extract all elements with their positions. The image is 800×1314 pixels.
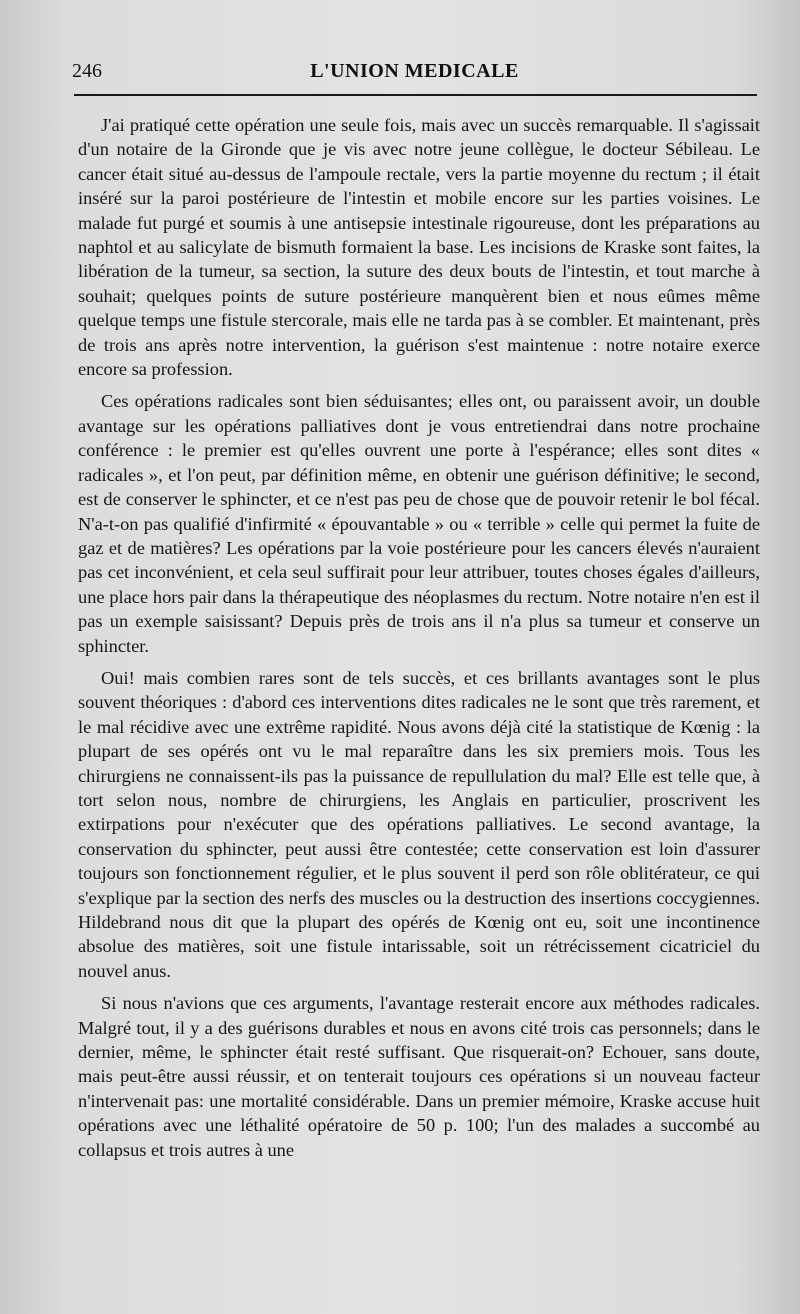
paragraph-4: Si nous n'avions que ces arguments, l'avantage resterait encore aux méthodes radicales. Malgré tout, il y a des guérisons durables et nous en avons cité trois cas personnels; dans le dernier, même, le sphincter était resté suffisant. Que risquerait-on? Echouer, sans doute, mais peut-être aussi réussir, et on tenterait toujours ces opérations si un nouveau facteur n'intervenait pas: une mortalité considérable. Dans un premier mémoire, Kraske accuse huit opérations avec une léthalité opératoire de 50 p. 100; l'un des malades a succombé au collapsus et trois autres à une	[78, 993, 760, 1160]
page-number: 246	[72, 60, 102, 82]
body-text	[78, 113, 760, 1170]
paragraph-2: Ces opérations radicales sont bien séduisantes; elles ont, ou paraissent avoir, un double avantage sur les opérations palliatives dont je vous entretiendrai dans notre prochaine conférence : le premier est qu'elles ouvrent une porte à l'espérance; elles sont dites « radicales », et l'on peut, par définition même, en obtenir une guérison définitive; le second, est de conserver le sphincter, et ce n'est pas peu de chose que de pouvoir retenir le bol fécal. N'a-t-on pas qualifié d'infirmité « épouvantable » ou « terrible » celle qui permet la fuite de gaz et de matières? Les opérations par la voie postérieure pour les cancers élevés n'auraient pas cet inconvénient, et cela seul suffirait pour leur attribuer, toutes choses égales d'ailleurs, une place hors pair dans la thérapeutique des néoplasmes du rectum. Notre notaire n'en est il pas un exemple saisissant? Depuis près de trois ans il n'a plus sa tumeur et conserve un sphincter.	[78, 391, 760, 656]
page-header	[72, 60, 757, 90]
running-title: L'UNION MEDICALE	[310, 60, 519, 82]
header-rule	[74, 94, 757, 96]
paragraph-1: J'ai pratiqué cette opération une seule fois, mais avec un succès remarquable. Il s'agissait d'un notaire de la Gironde que je vis avec notre jeune collègue, le docteur Sébileau. Le cancer était situé au-dessus de l'ampoule rectale, vers la partie moyenne du rectum ; il était inséré sur la paroi postérieure de l'intestin et mobile encore sur les parties voisines. Le malade fut purgé et soumis à une antisepsie intestinale rigoureuse, dont les préparations au naphtol et au salicylate de bismuth formaient la base. Les incisions de Kraske sont faites, la libération de la tumeur, sa section, la suture des deux bouts de l'intestin, et tout marche à souhait; quelques points de suture postérieure manquèrent bien et nous eûmes même quelque temps une fistule stercorale, mais elle ne tarda pas à se combler. Et maintenant, près de trois ans après notre intervention, la guérison s'est maintenue : notre notaire exerce encore sa profession.	[78, 115, 760, 380]
paragraph-3: Oui! mais combien rares sont de tels succès, et ces brillants avantages sont le plus souvent théoriques : d'abord ces interventions dites radicales ne le sont que très rarement, et le mal récidive avec une extrême rapidité. Nous avons déjà cité la statistique de Kœnig : la plupart de ses opérés ont vu le mal reparaître dans les six premiers mois. Tous les chirurgiens ne connaissent-ils pas la puissance de repullulation du mal? Elle est telle que, à tort selon nous, nombre de chirurgiens, les Anglais en particulier, proscrivent les extirpations pour n'exécuter que des opérations palliatives. Le second avantage, la conservation du sphincter, peut aussi être contestée; cette conservation est loin d'assurer toujours son fonctionnement régulier, et le plus souvent il perd son rôle oblitérateur, ce qui s'explique par la section des nerfs des muscles ou la destruction des insertions coccygiennes. Hildebrand nous dit que la plupart des opérés de Kœnig ont eu, soit une incontinence absolue des matières, soit une fistule intarissable, soit un rétrécissement cicatriciel du nouvel anus.	[78, 667, 760, 981]
